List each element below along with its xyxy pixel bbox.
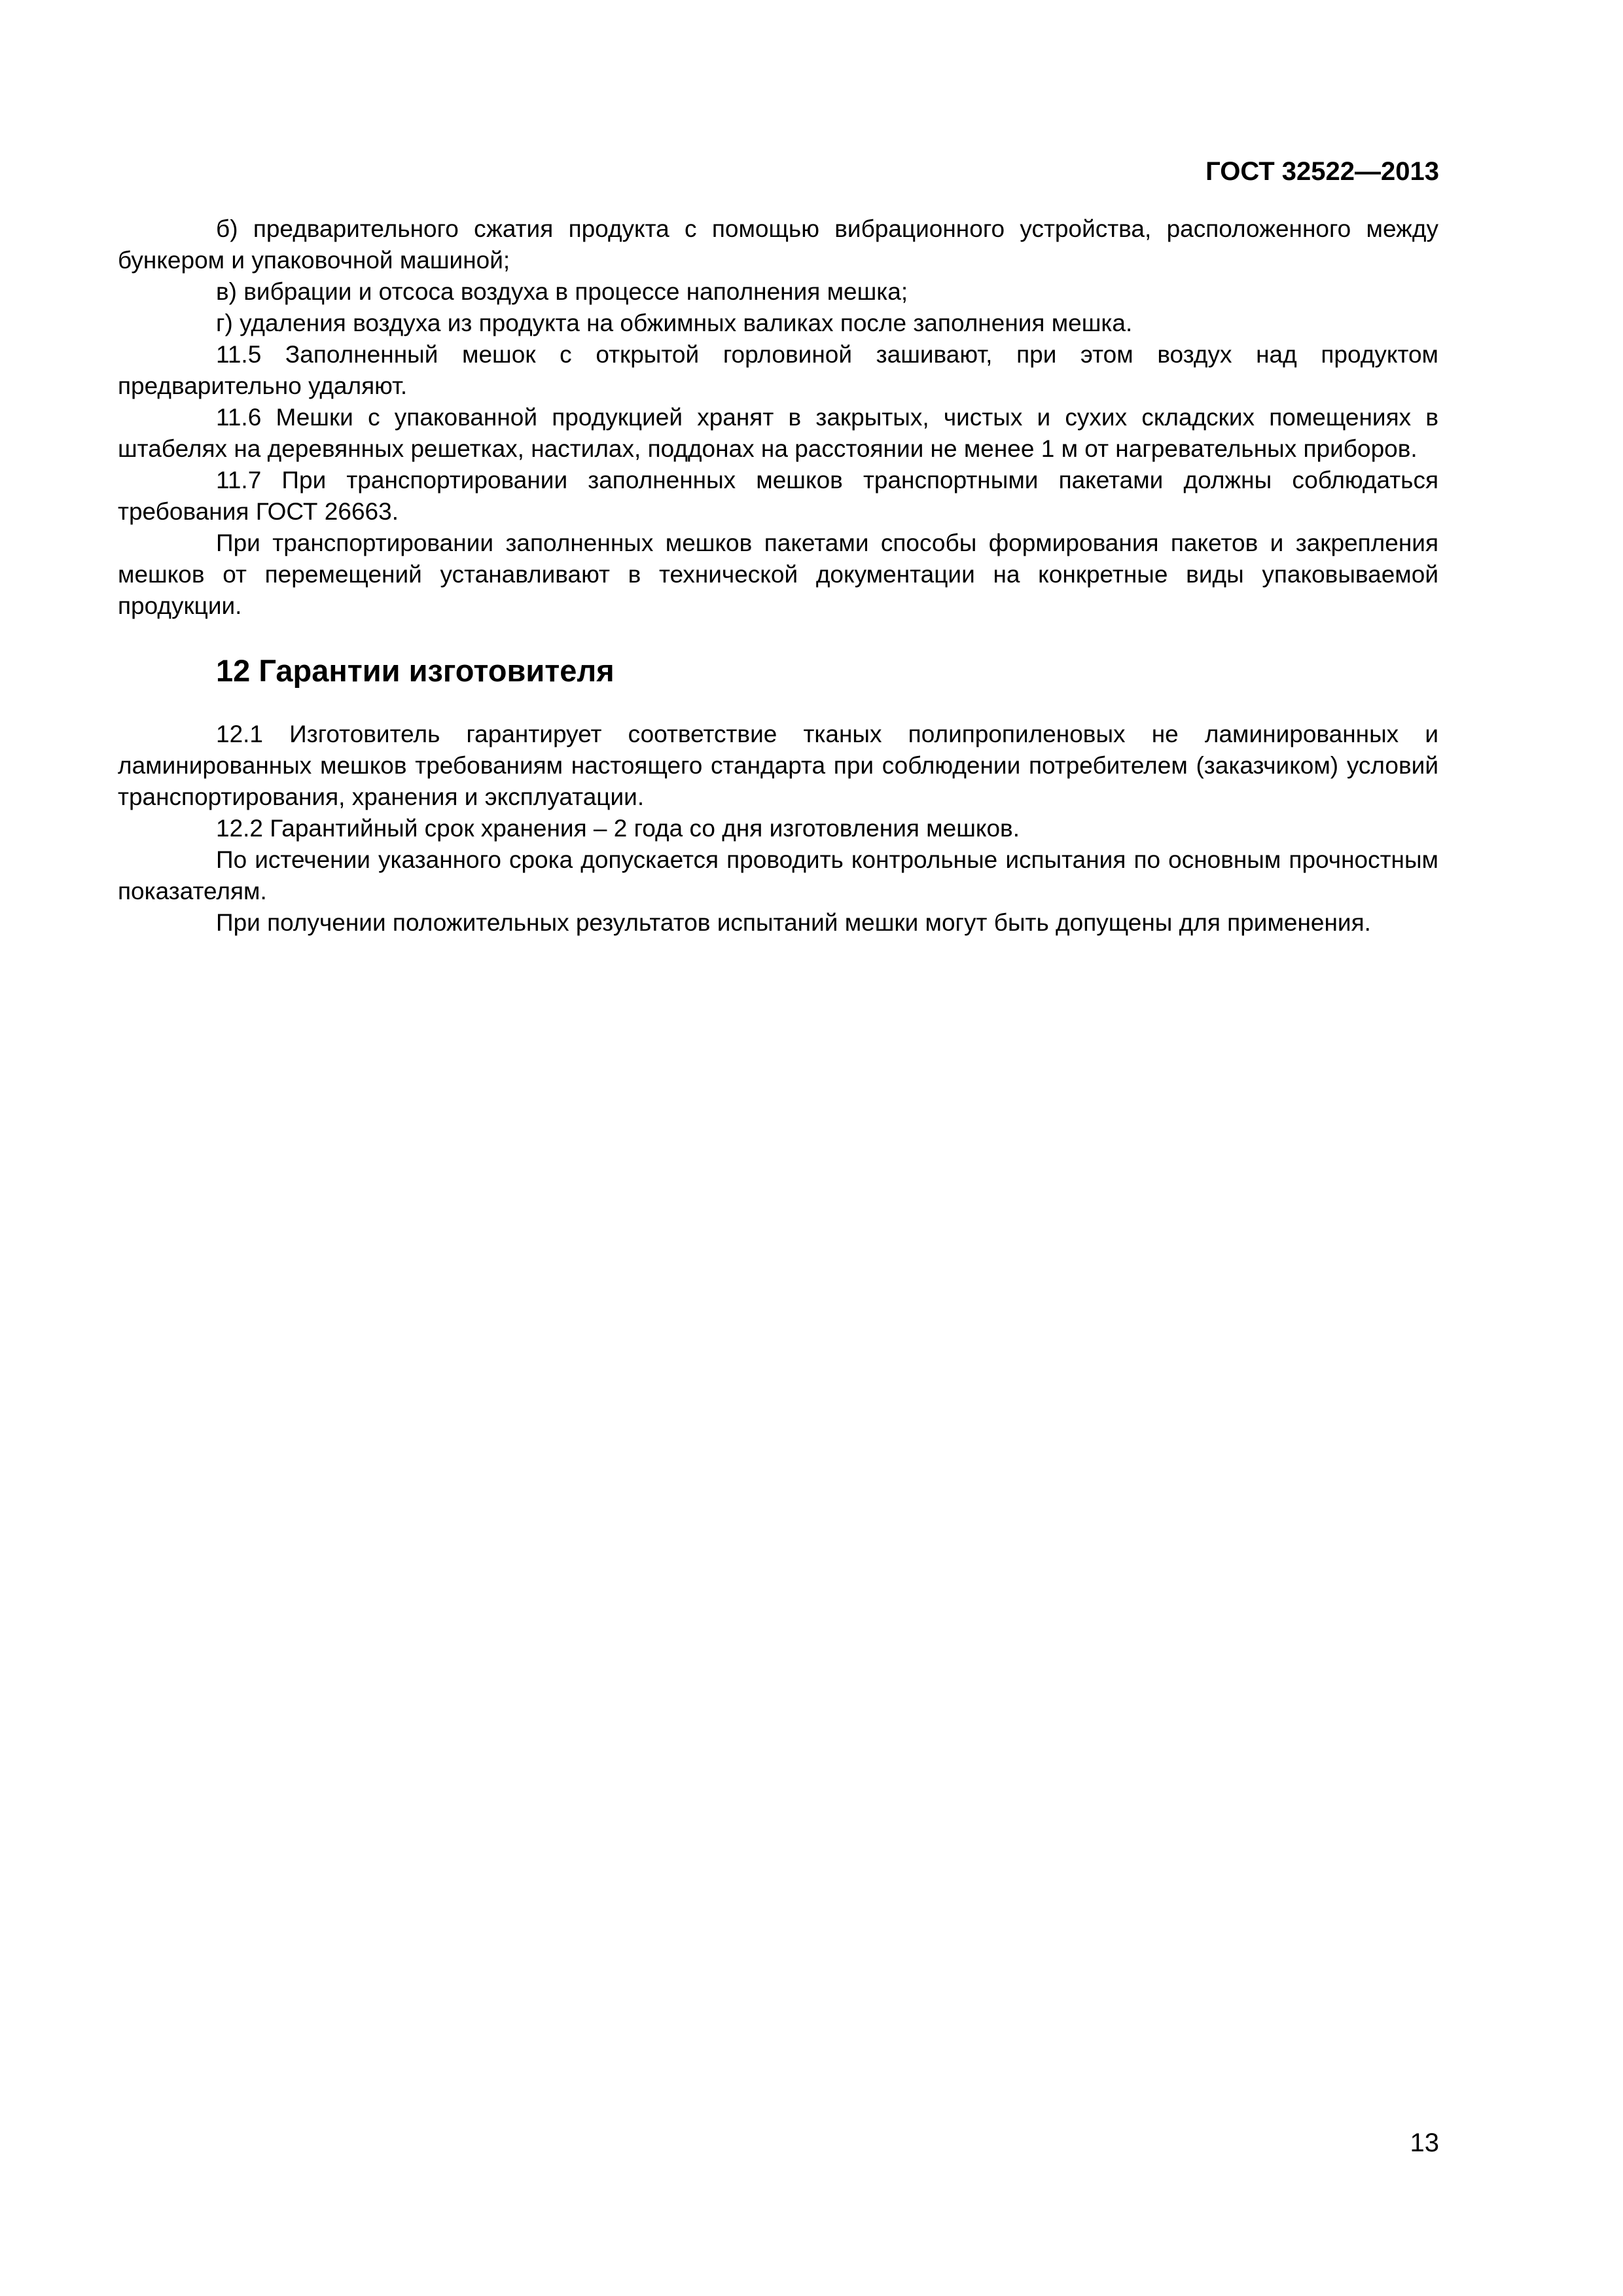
paragraph-12-1: 12.1 Изготовитель гарантирует соответствие тканых полипропиленовых не ламинированных и ламинированных мешков требованиям настоящего стандарта при соблюдении потребителем (заказчиком) условий транспортирования, хранения и эксплуатации. bbox=[118, 721, 1438, 810]
paragraph-b: б) предварительного сжатия продукта с помощью вибрационного устройства, расположенного между бункером и упаковочной машиной; bbox=[118, 215, 1438, 274]
document-body bbox=[118, 213, 1438, 939]
paragraph-11-6: 11.6 Мешки с упакованной продукцией хранят в закрытых, чистых и сухих складских помещениях в штабелях на деревянных решетках, настилах, поддонах на расстоянии не менее 1 м от нагревательных приборов. bbox=[118, 404, 1438, 462]
paragraph-positive-results: При получении положительных результатов испытаний мешки могут быть допущены для применения. bbox=[216, 909, 1371, 936]
paragraph-after-period: По истечении указанного срока допускается проводить контрольные испытания по основным прочностным показателям. bbox=[118, 846, 1438, 905]
paragraph-11-7: 11.7 При транспортировании заполненных мешков транспортными пакетами должны соблюдаться требования ГОСТ 26663. bbox=[118, 467, 1438, 525]
paragraph-g: г) удаления воздуха из продукта на обжимных валиках после заполнения мешка. bbox=[216, 310, 1133, 336]
paragraph-v: в) вибрации и отсоса воздуха в процессе наполнения мешка; bbox=[216, 278, 908, 305]
paragraph-11-5: 11.5 Заполненный мешок с открытой горловиной зашивают, при этом воздух над продуктом предварительно удаляют. bbox=[118, 341, 1438, 399]
section-heading-12: 12 Гарантии изготовителя bbox=[216, 653, 615, 688]
document-code-header: ГОСТ 32522—2013 bbox=[1205, 157, 1439, 186]
paragraph-transport-packages: При транспортировании заполненных мешков пакетами способы формирования пакетов и закрепления мешков от перемещений устанавливают в технической документации на конкретные виды упаковываемой продукции. bbox=[118, 529, 1438, 619]
paragraph-12-2: 12.2 Гарантийный срок хранения – 2 года со дня изготовления мешков. bbox=[216, 815, 1020, 842]
page-number: 13 bbox=[1410, 2128, 1439, 2157]
